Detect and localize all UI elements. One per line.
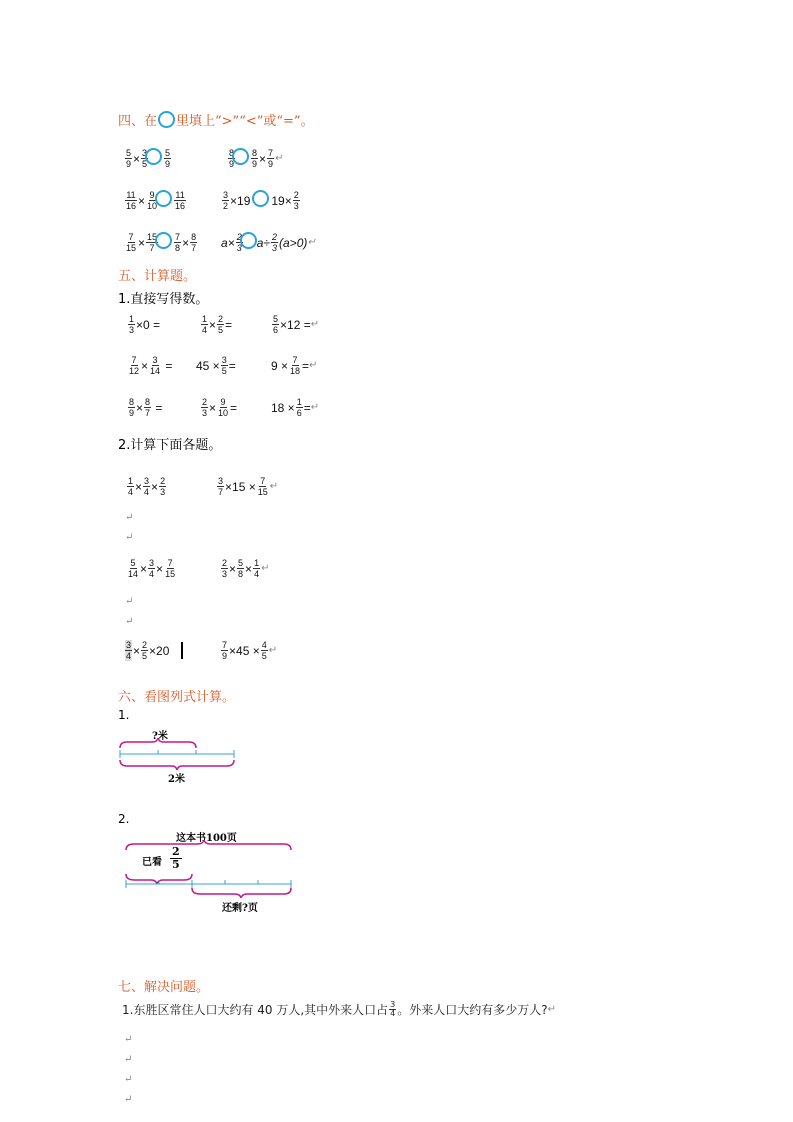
fraction-denominator: 5	[172, 858, 180, 871]
empty-line: ↵	[124, 1054, 133, 1065]
oral-item: 18 × $\frac{1}{6}$ = ↵	[271, 397, 320, 418]
empty-line: ↵	[125, 532, 134, 543]
fraction-denominator: 4	[390, 1009, 396, 1018]
oral-item: $\frac{8}{9}$ × $\frac{8}{7}$ =	[129, 397, 163, 418]
oral-item: $\frac{7}{12}$ × $\frac{3}{14}$ =	[129, 355, 173, 376]
section5-heading: 五、计算题。	[118, 269, 197, 284]
problem-1-question: 。外来人口大约有多少万人?	[397, 1003, 548, 1017]
compare-row3-right: a × $\frac{2}{3}$ a ÷ $\frac{2}{3}$ (a>0) ↵	[221, 232, 316, 253]
empty-line: ↵	[124, 1034, 133, 1045]
section4-title-pre: 四、在	[118, 114, 158, 129]
oral-item: $\frac{1}{4}$ × $\frac{2}{5}$ =	[202, 314, 233, 335]
empty-line: ↵	[125, 616, 134, 627]
calc-item: $\frac{7}{9}$ ×45 × $\frac{4}{5}$ ↵	[222, 640, 278, 661]
answer-circle[interactable]	[155, 190, 172, 207]
fraction-numerator: 2	[172, 845, 180, 858]
empty-line: ↵	[124, 1074, 133, 1085]
compare-row2-right: $\frac{3}{2}$ ×19 19 × $\frac{2}{3}$	[223, 190, 299, 211]
calc-item: $\frac{3}{7}$ ×15 × $\frac{7}{15}$ ↵	[218, 476, 279, 497]
diagram1-bottom-label: 2米	[168, 774, 185, 785]
answer-circle[interactable]	[240, 232, 257, 249]
diagram2-read-label: 已看	[142, 857, 162, 868]
oral-item: $\frac{1}{3}$ ×0 =	[129, 314, 161, 335]
blank-circle-icon	[158, 111, 175, 128]
calc-item: $\frac{2}{3}$ × $\frac{5}{8}$ × $\frac{1}{4}$ ↵	[222, 558, 270, 579]
section6-heading: 六、看图列式计算。	[118, 690, 236, 705]
diagram2-segment	[120, 840, 296, 898]
oral-item: 45 × $\frac{3}{5}$ =	[196, 355, 236, 376]
oral-item: $\frac{5}{6}$ ×12 = ↵	[273, 314, 320, 335]
problem-1: 1.东胜区常住人口大约有 40 万人,其中外来人口占 $\frac{3}{4}$ 。外来人口大约有多少万人? ↵	[122, 1000, 557, 1018]
oral-item: $\frac{2}{3}$ × $\frac{9}{10}$ =	[202, 397, 238, 418]
text-cursor	[181, 642, 183, 659]
answer-circle[interactable]	[232, 148, 249, 165]
q6-1-num: 1.	[118, 708, 130, 722]
empty-line: ↵	[124, 1094, 133, 1105]
q1-title: 1.直接写得数。	[118, 292, 209, 307]
calc-item: $\frac{3}{4}$ × $\frac{2}{5}$ ×20	[124, 640, 183, 661]
compare-row3-left: $\frac{7}{15}$ × $\frac{15}{7}$ $\frac{7}{8}$ × $\frac{8}{7}$	[126, 232, 197, 253]
calc-item: $\frac{1}{4}$ × $\frac{3}{4}$ × $\frac{2}{3}$	[128, 476, 166, 497]
problem-1-text: 1.东胜区常住人口大约有 40 万人,其中外来人口占	[122, 1003, 389, 1017]
empty-line: ↵	[125, 512, 134, 523]
q2-title: 2.计算下面各题。	[118, 438, 222, 453]
q6-2-num: 2.	[118, 812, 130, 826]
fraction-numerator: 3	[390, 1000, 396, 1009]
oral-item: 9 × $\frac{7}{18}$ = ↵	[271, 355, 318, 376]
section4-title-post: 里填上“>”“<”或“=”。	[176, 114, 314, 129]
compare-row1-right: 8 9 $\frac{8}{9}$ × $\frac{7}{9}$ ↵	[229, 148, 284, 169]
diagram2-remain-label: 还剩?页	[222, 903, 258, 914]
compare-row1-left: $\frac{5}{9}$ × $\frac{3}{5}$ 5 9	[126, 148, 171, 169]
diagram1-segment	[115, 738, 240, 772]
empty-line: ↵	[125, 596, 134, 607]
compare-row2-left: $\frac{11}{16}$ × $\frac{9}{10}$ 11 16	[126, 190, 186, 211]
answer-circle[interactable]	[145, 148, 162, 165]
answer-circle[interactable]	[252, 190, 269, 207]
section7-heading: 七、解决问题。	[118, 980, 210, 995]
answer-circle[interactable]	[155, 232, 172, 249]
diagram2-top-label: 这本书100页	[176, 833, 237, 844]
calc-item: $\frac{5}{14}$ × $\frac{3}{4}$ × $\frac{7}{15}$	[128, 558, 176, 579]
diagram2-fraction	[170, 846, 182, 871]
diagram1-top-label: ?米	[152, 731, 168, 742]
section4-heading	[118, 110, 314, 130]
